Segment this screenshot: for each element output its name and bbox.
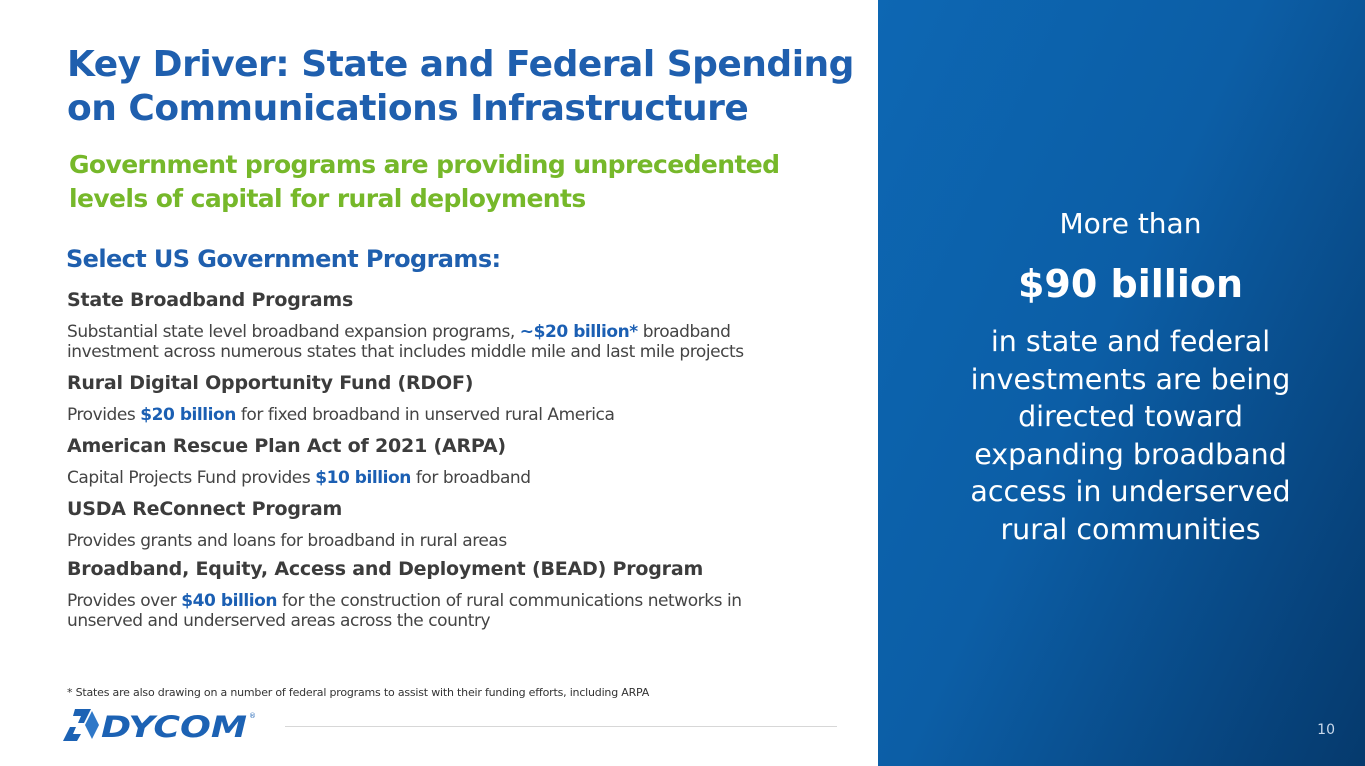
program-description-text: for broadband [410,468,531,488]
program-item-state-broadband [67,287,837,362]
program-description-line-1 [67,322,837,342]
program-funding-amount: ~$20 billion* [519,322,638,342]
callout-description-line: in state and federal [990,325,1271,358]
slide-subtitle-line-2: levels of capital for rural deployments [69,184,586,213]
program-description [67,591,837,631]
footnote: * States are also drawing on a number of federal programs to assist with their funding efforts, including ARPA [67,686,650,699]
program-funding-amount: $40 billion [181,591,277,611]
logo-wordmark: DYCOM [101,710,248,743]
page-number: 10 [1317,722,1335,738]
program-description-text: Capital Projects Fund provides [67,468,316,488]
logo-trademark: ® [249,712,256,720]
programs-section-heading: Select US Government Programs: [66,245,501,273]
program-description-text: broadband [637,322,731,342]
slide-subtitle [69,148,779,216]
program-description-text: Provides over [67,591,182,611]
program-item-usda-reconnect [67,496,837,551]
callout-description-line: access in underserved [970,475,1291,508]
program-name: American Rescue Plan Act of 2021 (ARPA) [67,435,506,457]
program-description-text: for fixed broadband in unserved rural America [235,405,615,425]
program-description-line-2: unserved and underserved areas across the country [67,611,491,631]
program-description-text: Provides [67,405,141,425]
program-name: State Broadband Programs [67,289,354,311]
callout-description-line: expanding broadband [974,437,1287,471]
program-name: Broadband, Equity, Access and Deployment (BEAD) Program [67,558,704,580]
callout-amount: $90 billion [1017,262,1243,306]
programs-list [67,287,837,631]
program-description [67,405,837,425]
program-item-arpa [67,433,837,488]
slide-subtitle-line-1: Government programs are providing unprecedented [69,150,780,179]
program-description [67,468,837,488]
program-funding-amount: $20 billion [140,405,236,425]
callout-description-line: investments are being [970,362,1291,396]
program-name: USDA ReConnect Program [67,498,343,520]
program-description: Provides grants and loans for broadband in rural areas [67,531,507,551]
program-item-bead [67,556,837,631]
program-description [67,322,837,362]
callout-description [878,323,1365,548]
program-funding-amount: $10 billion [315,468,411,488]
dycom-logo [61,707,257,743]
callout-description-line: directed toward [1018,400,1243,433]
slide-title-line-2: on Communications Infrastructure [67,88,749,129]
callout-description-line: rural communities [1000,512,1261,546]
slide-title-line-1: Key Driver: State and Federal Spending [67,44,854,85]
slide-title [67,43,854,131]
program-description-line-1 [67,591,837,611]
program-description-text: Substantial state level broadband expansion programs, [67,322,520,342]
program-description-text: for the construction of rural communications networks in [277,591,742,611]
callout-more-than: More than [1059,207,1202,240]
logo-mark-icon [63,727,81,741]
program-name: Rural Digital Opportunity Fund (RDOF) [67,372,474,394]
program-description-line-2: investment across numerous states that includes middle mile and last mile projects [67,342,744,362]
program-item-rdof [67,370,837,425]
footer-divider [285,726,837,727]
callout-panel [878,0,1365,766]
